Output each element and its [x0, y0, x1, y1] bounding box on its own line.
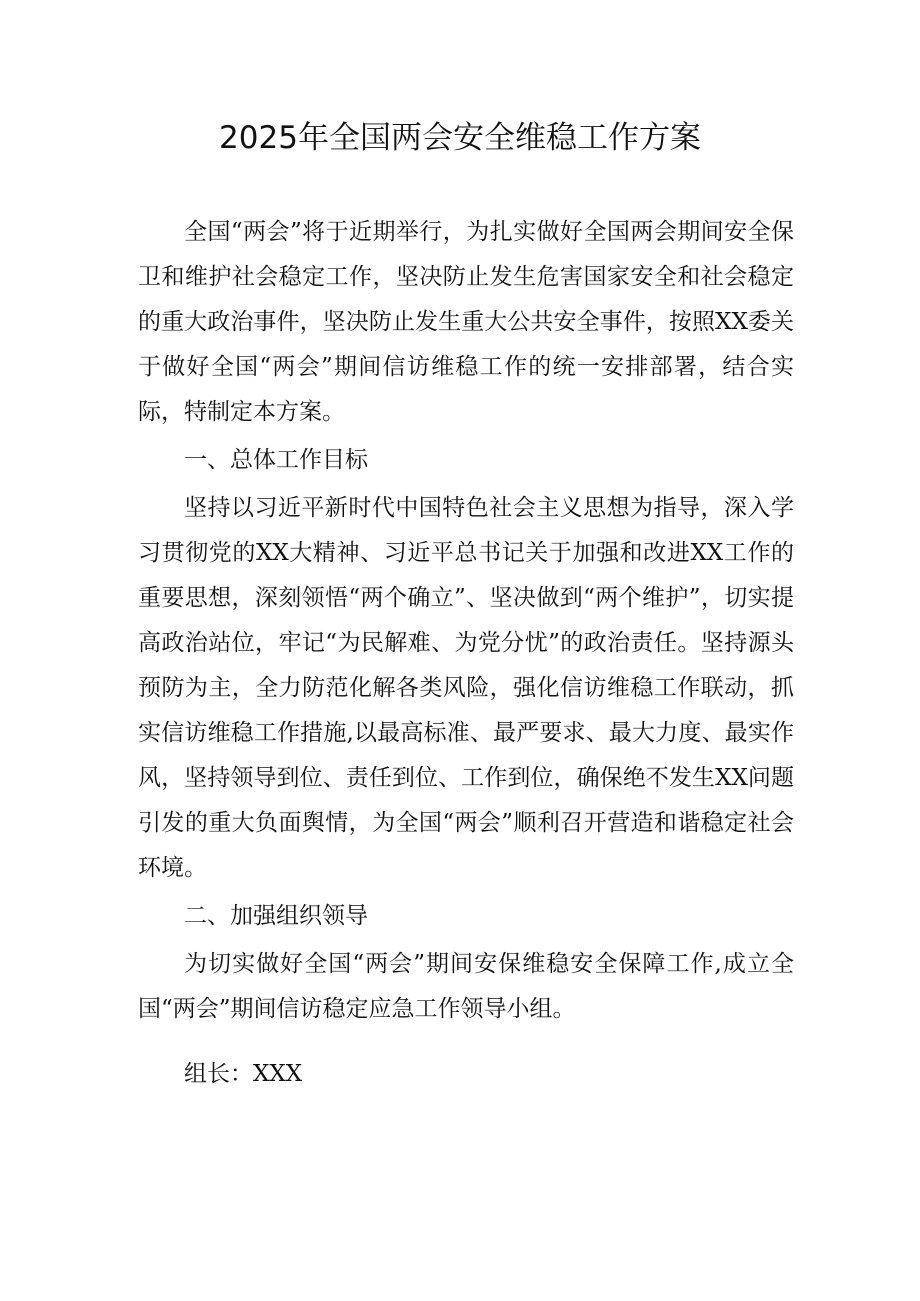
group-leader-line: 组长：XXX — [184, 1061, 303, 1087]
document-body — [138, 210, 794, 1100]
section-1-paragraph: 坚持以习近平新时代中国特色社会主义思想为指导，深入学习贯彻党的XX大精神、习近平总书记关于加强和改进XX工作的重要思想，深刻领悟“两个确立”、坚决做到“两个维护”，切实提高政治站位，牢记“为民解难、为党分忧”的政治责任。坚持源头预防为主，全力防范化解各类风险，强化信访维稳工作联动，抓实信访维稳工作措施,以最高标准、最严要求、最大力度、最实作风，坚持领导到位、责任到位、工作到位，确保绝不发生XX问题引发的重大负面舆情，为全国“两会”顺利召开营造和谐稳定社会环境。 — [138, 495, 794, 881]
section-heading-2: 二、加强组织领导 — [184, 903, 368, 929]
section-heading-1: 一、总体工作目标 — [184, 447, 368, 473]
document-title: 2025年全国两会安全维稳工作方案 — [219, 120, 701, 156]
intro-paragraph: 全国“两会”将于近期举行，为扎实做好全国两会期间安全保卫和维护社会稳定工作，坚决防止发生危害国家安全和社会稳定的重大政治事件，坚决防止发生重大公共安全事件，按照XX委关于做好全国“两会”期间信访维稳工作的统一安排部署，结合实际，特制定本方案。 — [138, 219, 794, 425]
section-2-paragraph: 为切实做好全国“两会”期间安保维稳安全保障工作,成立全国“两会”期间信访稳定应急工作领导小组。 — [138, 951, 794, 1022]
